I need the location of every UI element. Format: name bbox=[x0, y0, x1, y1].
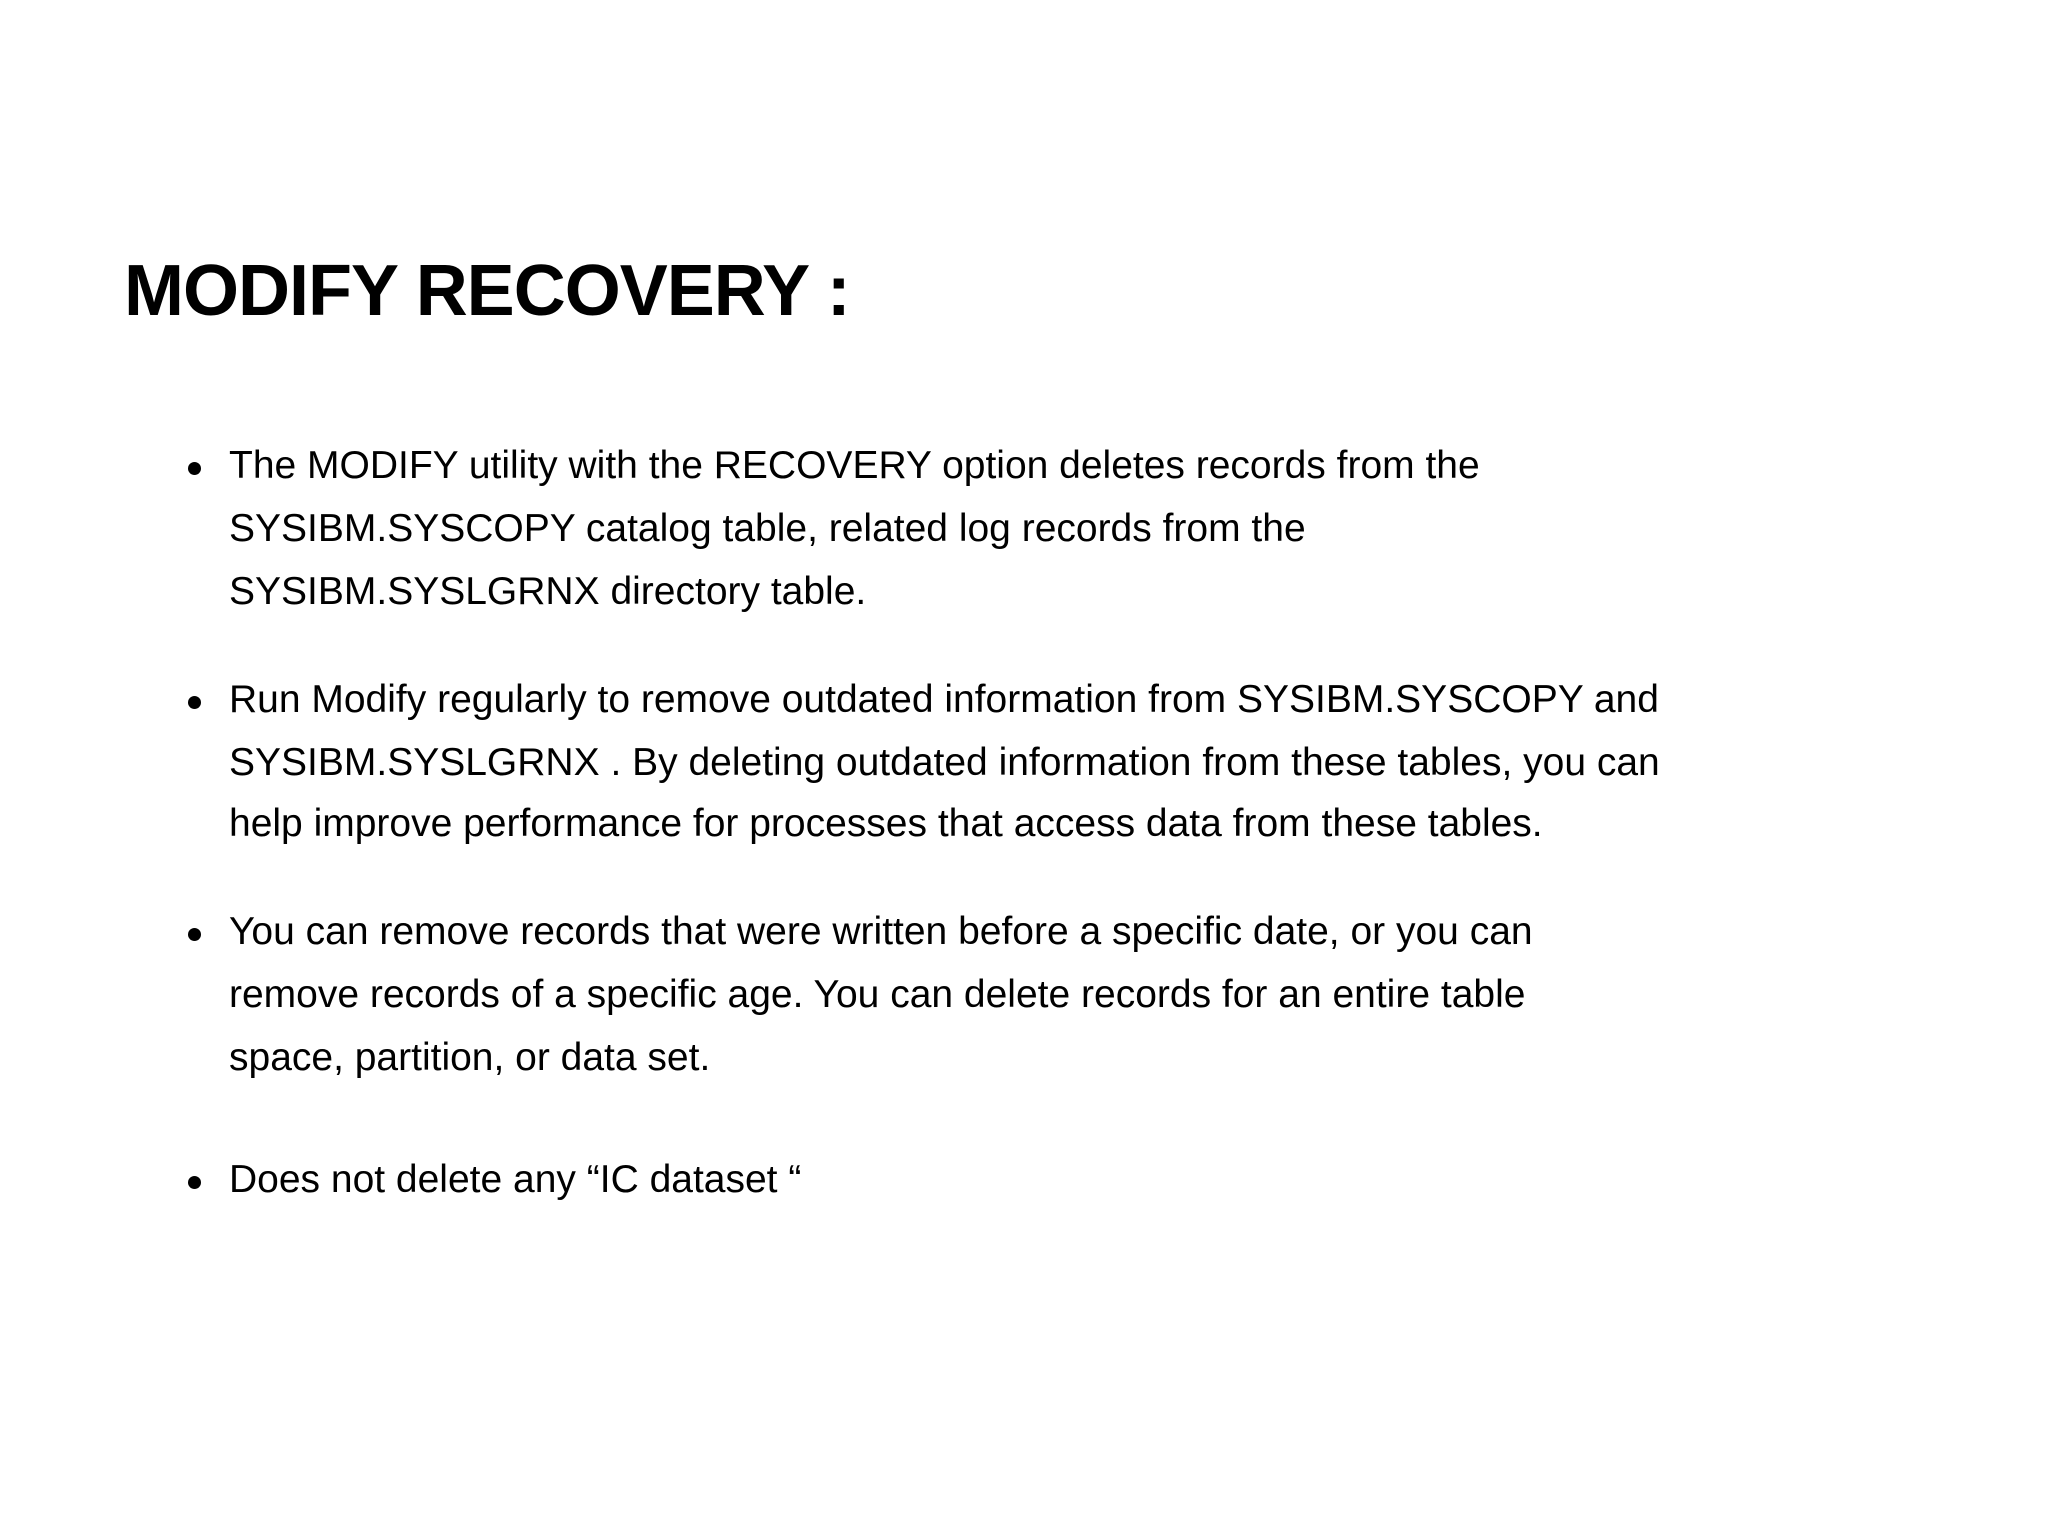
bullet-dot-icon bbox=[188, 696, 201, 709]
bullet-text-line: The MODIFY utility with the RECOVERY option deletes records from the bbox=[229, 444, 1480, 487]
bullet-text-line: Does not delete any “IC dataset “ bbox=[229, 1158, 802, 1201]
bullet-text-line: You can remove records that were written before a specific date, or you can bbox=[229, 910, 1533, 953]
bullet-text-line: SYSIBM.SYSLGRNX . By deleting outdated information from these tables, you can bbox=[229, 741, 1660, 784]
bullet-text-line: remove records of a specific age. You can delete records for an entire table bbox=[229, 973, 1526, 1016]
bullet-text-line: help improve performance for processes that access data from these tables. bbox=[229, 802, 1543, 845]
bullet-text-line: SYSIBM.SYSLGRNX directory table. bbox=[229, 570, 867, 613]
bullet-dot-icon bbox=[188, 1176, 201, 1189]
page-title: MODIFY RECOVERY : bbox=[124, 251, 850, 331]
bullet-text-line: space, partition, or data set. bbox=[229, 1036, 711, 1079]
bullet-dot-icon bbox=[188, 462, 201, 475]
bullet-text-line: Run Modify regularly to remove outdated information from SYSIBM.SYSCOPY and bbox=[229, 678, 1659, 721]
bullet-text-line: SYSIBM.SYSCOPY catalog table, related log records from the bbox=[229, 507, 1306, 550]
bullet-dot-icon bbox=[188, 928, 201, 941]
